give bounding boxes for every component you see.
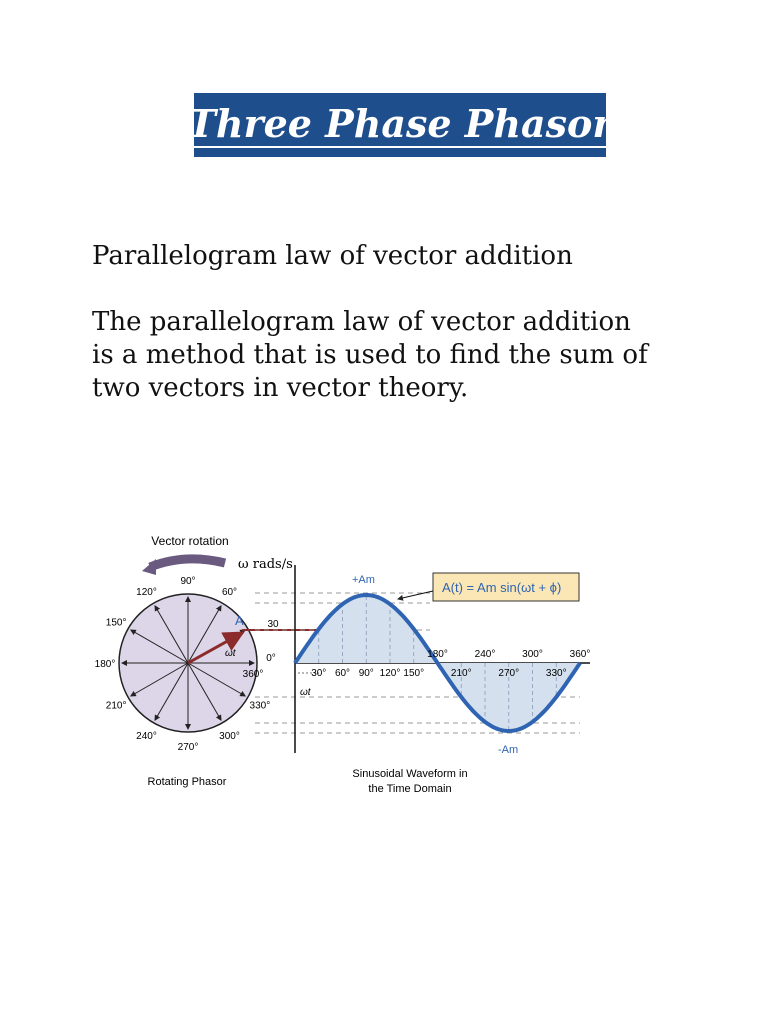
circle-angle-label: 90° <box>180 576 196 587</box>
rotation-arrowhead <box>142 559 156 575</box>
wave-axis-label: 180° <box>427 649 448 660</box>
paragraph-line: two vectors in vector theory. <box>92 373 469 403</box>
title-banner <box>187 93 613 157</box>
omega-t-circle: ωt <box>225 648 236 659</box>
vector-rotation-label: Vector rotation <box>151 534 229 548</box>
circle-angle-label: 210° <box>105 700 127 712</box>
wave-axis-label: 60° <box>334 668 351 679</box>
circle-angle-label: 150° <box>105 617 127 629</box>
formula-pointer <box>398 591 433 599</box>
circle-angle-label: 30 <box>267 619 279 630</box>
circle-angle-label: 300° <box>219 730 240 742</box>
wave-axis-label: 240° <box>474 649 496 660</box>
wave-axis-label: 300° <box>522 649 543 660</box>
waveform-caption-line1: Sinusoidal Waveform in <box>352 768 468 780</box>
omega-t-wave: ωt <box>300 687 311 698</box>
section-heading: Parallelogram law of vector addition <box>92 241 573 271</box>
paragraph <box>92 306 702 405</box>
phasor-diagram <box>90 525 600 800</box>
positive-peak-label: +Am <box>352 574 375 586</box>
negative-peak-label: -Am <box>498 744 519 756</box>
paragraph-line: The parallelogram law of vector addition <box>92 307 631 337</box>
circle-angle-label: 360° <box>242 669 264 680</box>
formula: A(t) = Am sin(ωt + ϕ) <box>442 580 562 595</box>
banner-title: Three Phase Phasor <box>187 101 613 146</box>
wave-axis-label: 360° <box>569 649 591 660</box>
wave-axis-label: 90° <box>358 668 374 679</box>
circle-angle-label: 120° <box>136 587 157 599</box>
rotation-arrow <box>150 559 225 567</box>
circle-angle-label: 180° <box>94 659 116 670</box>
circle-angle-label: 330° <box>249 700 271 712</box>
circle-angle-label: 270° <box>177 742 199 753</box>
wave-axis-label: 210° <box>450 668 472 679</box>
circle-angle-label: 0° <box>266 653 276 664</box>
circle-angle-label: 60° <box>221 587 238 599</box>
wave-axis-label: 150° <box>403 668 425 679</box>
paragraph-line: is a method that is used to find the sum of <box>92 340 648 370</box>
phasor-label: A <box>235 613 244 628</box>
waveform-caption-line2: the Time Domain <box>368 783 452 795</box>
rotating-phasor-caption: Rotating Phasor <box>147 776 227 788</box>
omega-label: ω rads/s <box>238 557 293 572</box>
wave-axis-label: 270° <box>498 668 520 679</box>
wave-axis-label: 120° <box>379 668 401 679</box>
wave-axis-label: 30° <box>311 668 327 679</box>
circle-angle-label: 240° <box>136 730 157 742</box>
wave-axis-label: 330° <box>545 668 567 679</box>
